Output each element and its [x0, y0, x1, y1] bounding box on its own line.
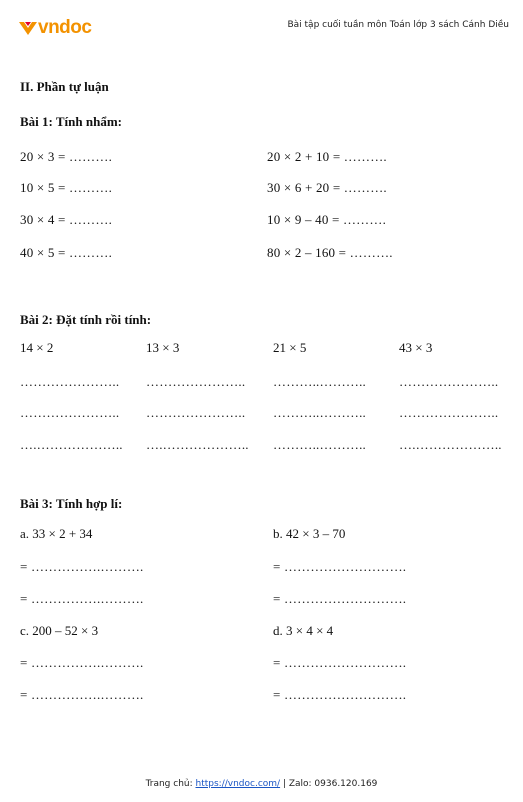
bai3-answer-line: = …………….……….: [20, 687, 144, 702]
header-title: Bài tập cuối tuần môn Toán lớp 3 sách Cánh Diều: [287, 20, 509, 30]
bai1-item: 30 × 6 + 20 = ……….: [267, 180, 387, 195]
section-title: II. Phần tự luận: [20, 79, 109, 94]
bai2-answer-line: …………………..: [146, 374, 246, 389]
footer-contact: | Zalo: 0936.120.169: [280, 779, 378, 789]
logo-text: vndoc: [38, 17, 92, 38]
homepage-link[interactable]: https://vndoc.com/: [195, 779, 281, 789]
bai3-answer-line: = …………….……….: [20, 591, 144, 606]
bai1-item: 10 × 9 – 40 = ……….: [267, 212, 387, 227]
bai2-answer-line: ………..………..: [273, 374, 366, 389]
bai2-answer-line: …………………..: [20, 405, 120, 420]
page-header: [0, 0, 523, 40]
bai3-problem-a: a. 33 × 2 + 34: [20, 526, 93, 541]
vndoc-logo[interactable]: [18, 18, 91, 37]
bai2-answer-line: ….………………..: [20, 437, 123, 452]
bai2-answer-line: ….………………..: [399, 437, 502, 452]
bai2-title: Bài 2: Đặt tính rồi tính:: [20, 312, 152, 327]
bai2-answer-line: …………………..: [20, 374, 120, 389]
bai3-answer-line: = …………….……….: [20, 559, 144, 574]
footer-prefix: Trang chủ:: [145, 779, 196, 789]
bai1-item: 20 × 3 = ……….: [20, 149, 113, 164]
page-footer: [0, 779, 523, 789]
bai2-answer-line: …………………..: [399, 374, 499, 389]
bai2-answer-line: …………………..: [146, 405, 246, 420]
logo-mark-icon: [18, 20, 38, 36]
bai3-answer-line: = ……………………….: [273, 655, 407, 670]
bai3-answer-line: = …………….……….: [20, 655, 144, 670]
bai3-title: Bài 3: Tính hợp lí:: [20, 496, 123, 511]
bai3-answer-line: = ……………………….: [273, 687, 407, 702]
bai3-answer-line: = ……………………….: [273, 591, 407, 606]
bai2-answer-line: …………………..: [399, 405, 499, 420]
bai2-answer-line: ….………………..: [146, 437, 249, 452]
bai2-answer-line: ………..………..: [273, 405, 366, 420]
bai1-item: 20 × 2 + 10 = ……….: [267, 149, 387, 164]
bai2-answer-line: ………..………..: [273, 437, 366, 452]
bai2-expression: 13 × 3: [146, 340, 180, 355]
bai2-expression: 14 × 2: [20, 340, 54, 355]
bai1-item: 30 × 4 = ……….: [20, 212, 113, 227]
bai1-item: 80 × 2 – 160 = ……….: [267, 245, 393, 260]
bai2-expression: 43 × 3: [399, 340, 433, 355]
bai2-expression: 21 × 5: [273, 340, 307, 355]
bai1-title: Bài 1: Tính nhẩm:: [20, 114, 122, 129]
bai3-answer-line: = ……………………….: [273, 559, 407, 574]
bai3-problem-d: d. 3 × 4 × 4: [273, 623, 334, 638]
bai1-item: 10 × 5 = ……….: [20, 180, 113, 195]
bai3-problem-c: c. 200 – 52 × 3: [20, 623, 99, 638]
bai3-problem-b: b. 42 × 3 – 70: [273, 526, 346, 541]
bai1-item: 40 × 5 = ……….: [20, 245, 113, 260]
